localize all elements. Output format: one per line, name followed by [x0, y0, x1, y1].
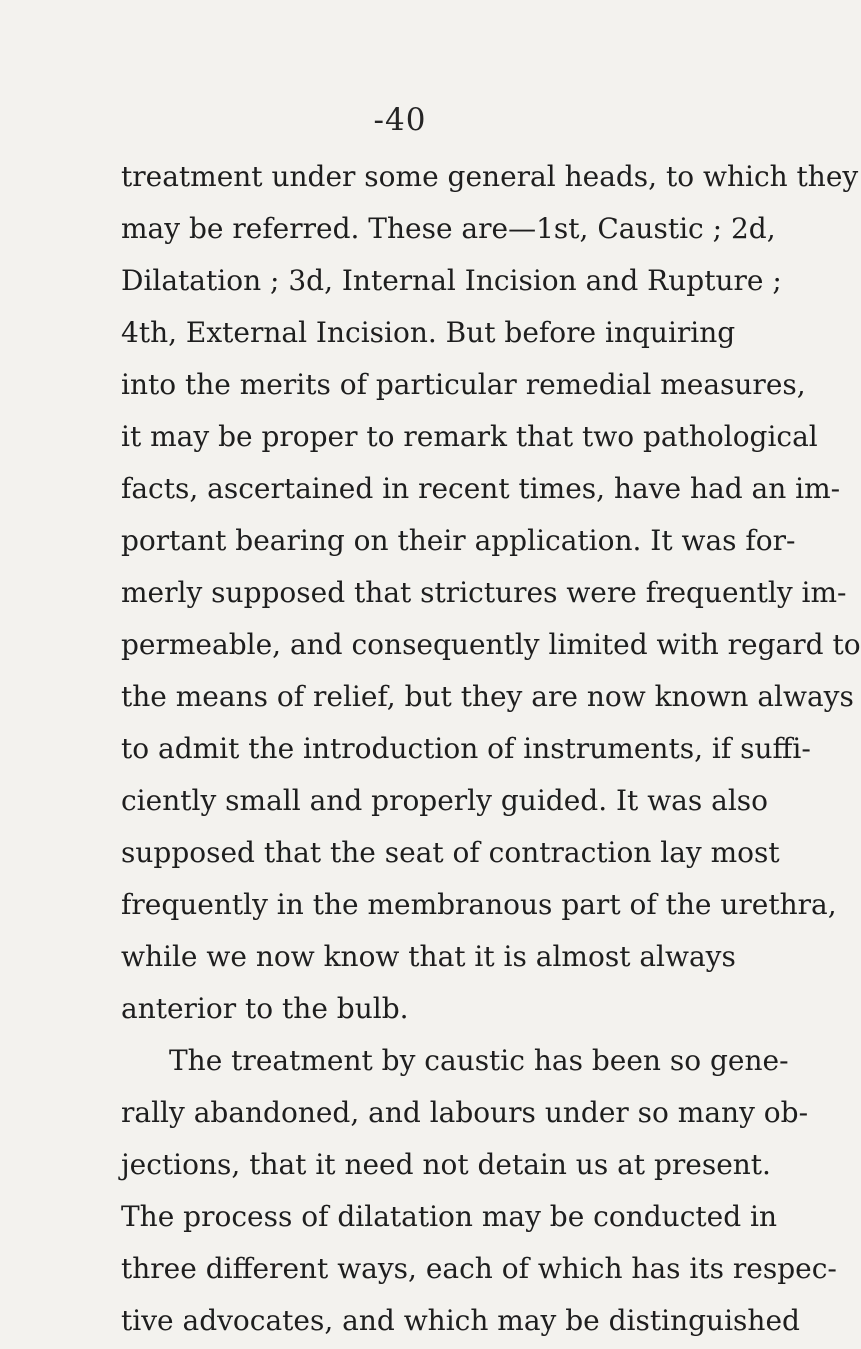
text-line: the means of relief, but they are now known always: [121, 680, 854, 713]
text-line: rally abandoned, and labours under so many ob-: [121, 1096, 809, 1129]
text-line: merly supposed that strictures were frequently im-: [121, 576, 847, 609]
text-line: to admit the introduction of instruments, if suffi-: [121, 732, 811, 765]
text-line: frequently in the membranous part of the urethra,: [121, 888, 837, 921]
text-line: tive advocates, and which may be distinguished: [121, 1304, 800, 1337]
body-text: [121, 151, 861, 1347]
text-line: supposed that the seat of contraction lay most: [121, 836, 780, 869]
text-line: may be referred. These are—1st, Caustic ; 2d,: [121, 212, 776, 245]
text-line: portant bearing on their application. It was for-: [121, 524, 796, 557]
page-number: -40: [373, 102, 427, 138]
text-line: permeable, and consequently limited with regard to: [121, 628, 861, 661]
text-line: ciently small and properly guided. It was also: [121, 784, 769, 817]
text-line: treatment under some general heads, to which they: [121, 160, 859, 193]
text-line: into the merits of particular remedial measures,: [121, 368, 806, 401]
text-line-paragraph-end: anterior to the bulb.: [121, 992, 409, 1025]
text-line: Dilatation ; 3d, Internal Incision and Rupture ;: [121, 264, 782, 297]
text-line-paragraph-start: The treatment by caustic has been so gene-: [169, 1044, 789, 1077]
text-line: 4th, External Incision. But before inquiring: [121, 316, 736, 349]
text-line: it may be proper to remark that two pathological: [121, 420, 818, 453]
text-line: three different ways, each of which has its respec-: [121, 1252, 837, 1285]
text-line: facts, ascertained in recent times, have had an im-: [121, 472, 841, 505]
text-line: jections, that it need not detain us at present.: [121, 1148, 771, 1181]
text-line: The process of dilatation may be conducted in: [121, 1200, 778, 1233]
text-line: while we now know that it is almost always: [121, 940, 736, 973]
